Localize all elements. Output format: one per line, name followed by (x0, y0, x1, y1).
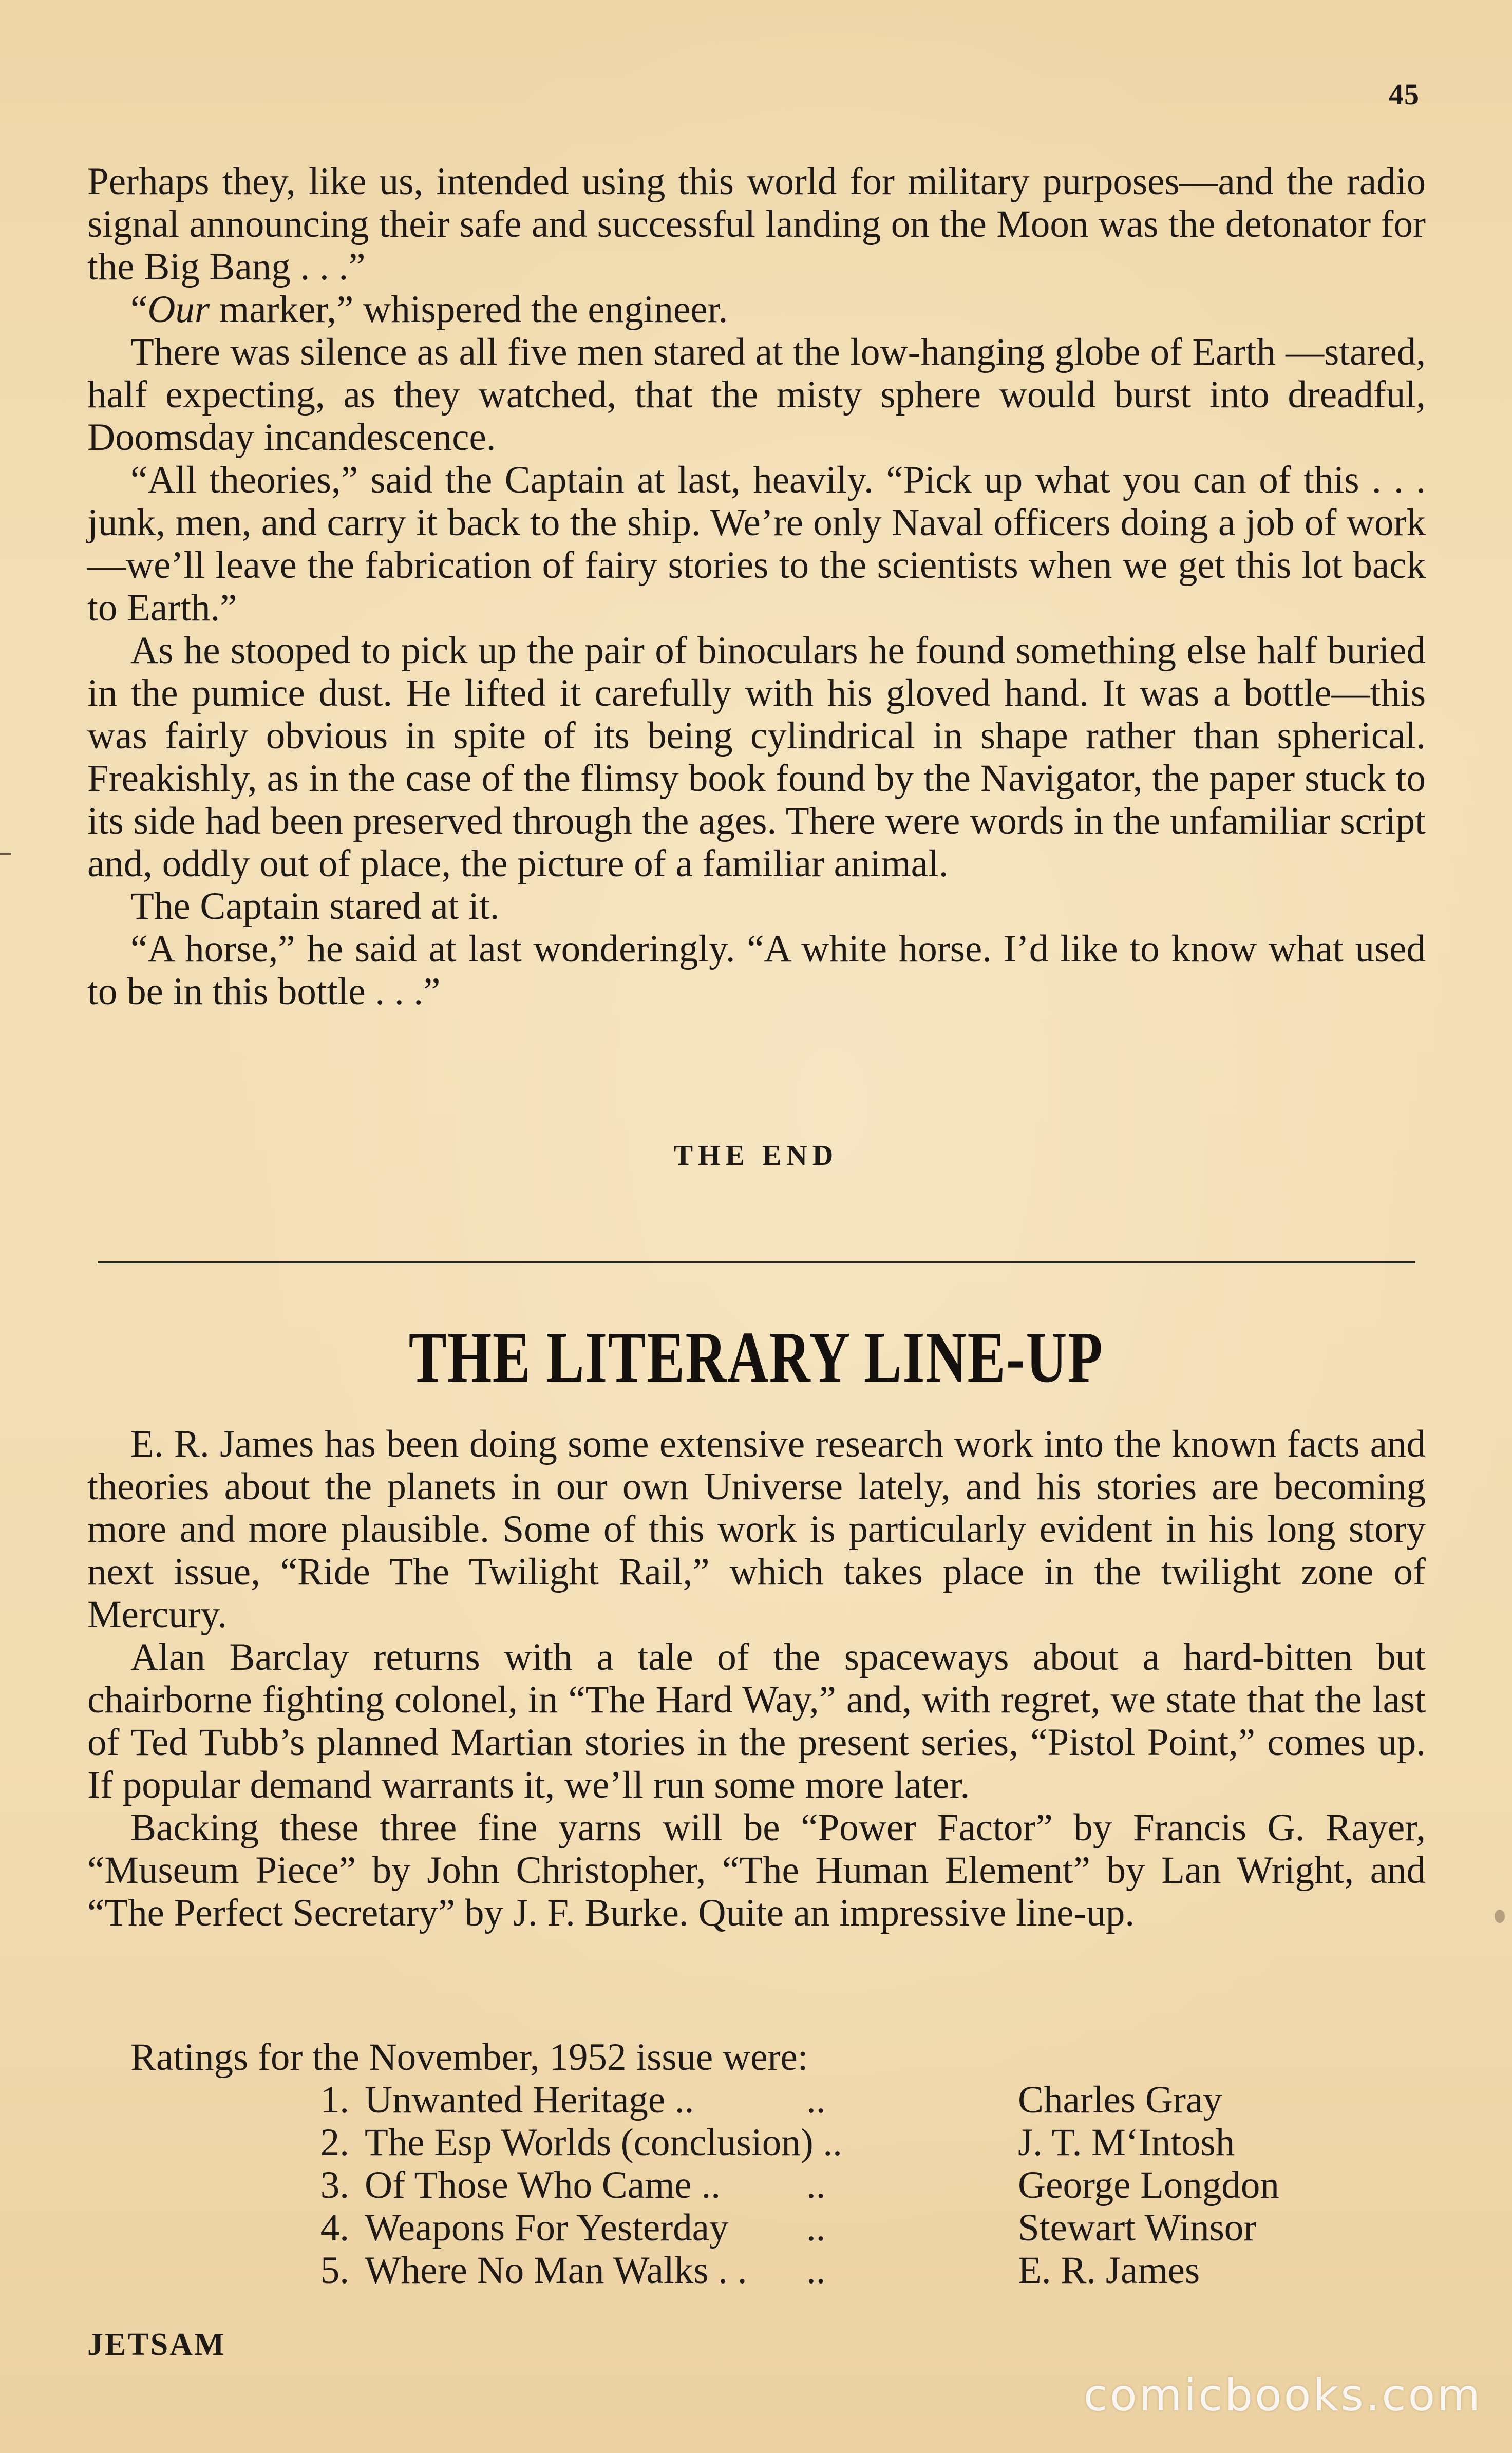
section-divider (98, 1261, 1415, 1263)
ratings-row (87, 2079, 1426, 2121)
rating-number: 5. (320, 2249, 349, 2292)
rating-title: Weapons For Yesterday (365, 2206, 729, 2249)
end-marker: THE END (673, 1140, 839, 1172)
ratings-intro: Ratings for the November, 1952 issue were: (130, 2036, 808, 2079)
rating-title: Where No Man Walks . . (365, 2249, 747, 2292)
rating-author: Charles Gray (1018, 2079, 1222, 2121)
ratings-row (87, 2249, 1426, 2292)
ratings-row (87, 2164, 1426, 2206)
rating-title: Unwanted Heritage .. (365, 2079, 694, 2121)
emphasis-our: Our (147, 288, 210, 331)
margin-mark (0, 853, 11, 855)
lineup-text (87, 1423, 1426, 1934)
ratings-row (87, 2121, 1426, 2164)
lineup-paragraph: Backing these three fine yarns will be “Power Factor” by Francis G. Rayer, “Museum Piece” by John Christopher, “The Human Element” by Lan Wright, and “The Perfect Secretary” by J. F. Burke. Quite an impressive line-up. (87, 1806, 1426, 1934)
story-paragraph: As he stooped to pick up the pair of binoculars he found something else half buried in the pumice dust. He lifted it carefully with his gloved hand. It was a bottle—this was fairly obvious in spite of its being cylindrical in shape rather than spherical. Freakishly, as in the case of the flimsy book found by the Navigator, the paper stuck to its side had been preserved through the ages. There were words in the unfamiliar script and, oddly out of place, the picture of a familiar animal. (87, 629, 1426, 885)
rating-leader: .. (806, 2079, 826, 2121)
running-footer: JETSAM (87, 2327, 226, 2362)
rating-number: 1. (320, 2079, 349, 2121)
section-title: THE LITERARY LINE-UP (408, 1316, 1104, 1398)
rating-author: J. T. M‘Intosh (1018, 2121, 1235, 2164)
ratings-section (87, 2036, 1426, 2292)
rating-leader: .. (806, 2206, 826, 2249)
rating-author: E. R. James (1018, 2249, 1200, 2292)
rating-title: Of Those Who Came .. (365, 2164, 721, 2206)
story-paragraph: “All theories,” said the Captain at last, heavily. “Pick up what you can of this . . . junk, men, and carry it back to the ship. We’re only Naval officers doing a job of work—we’ll leave the fabrication of fairy stories to the scientists when we get this lot back to Earth.” (87, 459, 1426, 629)
story-excerpt (87, 160, 1426, 1013)
ratings-row (87, 2206, 1426, 2249)
story-paragraph: The Captain stared at it. (130, 885, 500, 928)
rating-number: 4. (320, 2206, 349, 2249)
rating-leader: .. (806, 2249, 826, 2292)
rating-author: George Longdon (1018, 2164, 1279, 2206)
rating-leader: .. (806, 2164, 826, 2206)
story-paragraph: “A horse,” he said at last wonderingly. “A white horse. I’d like to know what used to be in this bottle . . .” (87, 928, 1426, 1013)
lineup-paragraph: Alan Barclay returns with a tale of the spaceways about a hard-bitten but chairborne fighting colonel, in “The Hard Way,” and, with regret, we state that the last of Ted Tubb’s planned Martian stories in the present series, “Pistol Point,” comes up. If popular demand warrants it, we’ll run some more later. (87, 1636, 1426, 1806)
rating-title: The Esp Worlds (conclusion) .. (365, 2121, 842, 2164)
page-number: 45 (1389, 78, 1420, 111)
lineup-paragraph: E. R. James has been doing some extensive research work into the known facts and theories about the planets in our own Universe lately, and his stories are becoming more and more plausible. Some of this work is particularly evident in his long story next issue, “Ride The Twilight Rail,” which takes place in the twilight zone of Mercury. (87, 1423, 1426, 1636)
story-paragraph: There was silence as all five men stared at the low-hanging globe of Earth —stared, half expecting, as they watched, that the misty sphere would burst into dreadful, Doomsday incandescence. (87, 331, 1426, 459)
rating-number: 3. (320, 2164, 349, 2206)
rating-number: 2. (320, 2121, 349, 2164)
watermark: comicbooks.com (1083, 2370, 1482, 2421)
story-paragraph: Perhaps they, like us, intended using this world for military purposes—and the radio signal announcing their safe and successful landing on the Moon was the detonator for the Big Bang . . .” (87, 160, 1426, 288)
ratings-list (87, 2079, 1426, 2292)
rating-author: Stewart Winsor (1018, 2206, 1257, 2249)
paper-blemish (1495, 1910, 1505, 1923)
story-paragraph: “Our marker,” whispered the engineer. (130, 288, 728, 331)
